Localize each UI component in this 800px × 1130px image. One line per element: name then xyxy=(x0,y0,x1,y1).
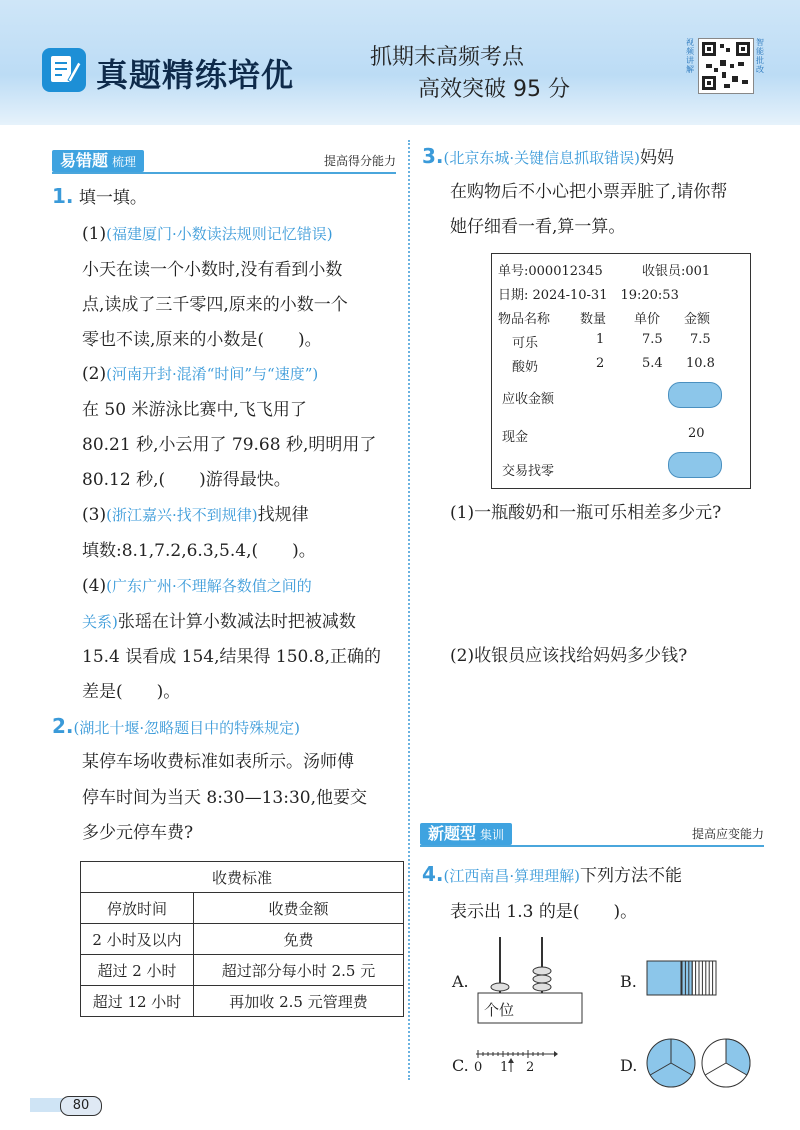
receipt-item-name: 酸奶 xyxy=(512,360,539,375)
table-cell: 再加收 2.5 元管理费 xyxy=(194,986,404,1017)
section-goal: 提高应变能力 xyxy=(691,827,764,841)
section-goal: 提高得分能力 xyxy=(323,154,396,168)
table-row xyxy=(81,924,404,955)
q3-line: 在购物后不小心把小票弄脏了,请你帮 xyxy=(450,182,728,202)
q1-part4-line: 差是( )。 xyxy=(82,682,181,702)
receipt-item-amount: 7.5 xyxy=(690,332,711,347)
receipt-date: 日期: 2024-10-31 19:20:53 xyxy=(498,288,679,303)
receipt-due-label: 应收金额 xyxy=(502,392,555,407)
q1-part2-line: 在 50 米游泳比赛中,飞飞用了 xyxy=(82,400,307,420)
arrow-up-icon xyxy=(506,1058,516,1072)
receipt-cash-value: 20 xyxy=(688,426,705,441)
q1-part3-tag: (3)(浙江嘉兴·找不到规律)找规律 xyxy=(82,505,309,525)
header-slogan-line1: 抓期末高频考点 xyxy=(370,45,525,70)
option-d-label: D. xyxy=(620,1056,638,1075)
q3-line: 她仔细看一看,算一算。 xyxy=(450,217,626,237)
smudge-cloud-icon xyxy=(668,452,722,478)
q1-part4-tag: (4)(广东广州·不理解各数值之间的 xyxy=(82,576,312,596)
receipt-item-price: 7.5 xyxy=(642,332,663,347)
section-title: 易错题 梳理 xyxy=(52,150,144,172)
number-line-tick: 0 xyxy=(474,1060,483,1075)
q1-part3-line: 填数:8.1,7.2,6.3,5.4,( )。 xyxy=(82,541,316,561)
qr-code-icon[interactable] xyxy=(698,38,754,94)
receipt-item-amount: 10.8 xyxy=(686,356,715,371)
receipt-header: 物品名称 xyxy=(498,312,551,327)
table-cell: 超过 12 小时 xyxy=(81,986,194,1017)
fraction-circles-icon xyxy=(646,1036,756,1092)
q1-part1-line: 小天在读一个小数时,没有看到小数 xyxy=(82,260,343,280)
table-cell: 超过部分每小时 2.5 元 xyxy=(194,955,404,986)
receipt-item-price: 5.4 xyxy=(642,356,663,371)
header-title: 真题精练培优 xyxy=(96,56,295,94)
section-title: 新题型 集训 xyxy=(420,823,512,845)
question-2-tag: 2.(湖北十堰·忽略题目中的特殊规定) xyxy=(52,714,300,738)
number-line-tick: 2 xyxy=(526,1060,535,1075)
q1-part2-tag: (2)(河南开封·混淆“时间”与“速度”) xyxy=(82,364,319,384)
decimal-squares-icon xyxy=(646,960,718,998)
table-cell: 免费 xyxy=(194,924,404,955)
fee-table-caption: 收费标准 xyxy=(81,862,404,893)
receipt-item-qty: 2 xyxy=(596,356,605,371)
receipt-order: 单号:000012345 xyxy=(498,264,603,279)
table-row xyxy=(81,955,404,986)
option-a-label: A. xyxy=(452,972,469,991)
receipt-item-qty: 1 xyxy=(596,332,605,347)
section-banner-error-prone xyxy=(52,150,396,174)
q2-line: 某停车场收费标准如表所示。汤师傅 xyxy=(82,752,354,772)
fee-table-header: 停放时间 xyxy=(81,893,194,924)
receipt xyxy=(491,253,751,489)
q1-part1-tag: (1)(福建厦门·小数读法规则记忆错误) xyxy=(82,224,333,244)
page-header xyxy=(0,0,800,125)
qr-code-block[interactable] xyxy=(686,36,764,98)
section-banner-new-type xyxy=(420,823,764,847)
fee-table xyxy=(80,861,404,1017)
q1-part2-line: 80.12 秒,( )游得最快。 xyxy=(82,470,291,490)
header-slogan-line2: 高效突破 95 分 xyxy=(418,77,570,102)
receipt-change-label: 交易找零 xyxy=(502,464,555,479)
pencil-note-icon xyxy=(42,48,86,92)
receipt-cash-label: 现金 xyxy=(502,430,529,445)
receipt-item-name: 可乐 xyxy=(512,336,539,351)
q1-part1-line: 点,读成了三千零四,原来的小数一个 xyxy=(82,295,348,315)
q4-line: 表示出 1.3 的是( )。 xyxy=(450,902,638,922)
number-line-icon xyxy=(474,1046,558,1066)
q3-sub2: (2)收银员应该找给妈妈多少钱? xyxy=(450,646,688,666)
q2-line: 多少元停车费? xyxy=(82,823,194,843)
receipt-header: 数量 xyxy=(580,312,607,327)
receipt-header: 金额 xyxy=(684,312,711,327)
question-1-stem: 1. 填一填。 xyxy=(52,184,147,208)
q2-line: 停车时间为当天 8:30—13:30,他要交 xyxy=(82,788,367,808)
receipt-cashier: 收银员:001 xyxy=(642,264,711,279)
q3-sub1: (1)一瓶酸奶和一瓶可乐相差多少元? xyxy=(450,503,722,523)
fee-table-header: 收费金额 xyxy=(194,893,404,924)
column-divider xyxy=(408,140,410,1080)
page-number: 80 xyxy=(60,1096,102,1116)
table-cell: 2 小时及以内 xyxy=(81,924,194,955)
smudge-cloud-icon xyxy=(668,382,722,408)
question-4-tag: 4.(江西南昌·算理理解)下列方法不能 xyxy=(422,862,682,886)
table-cell: 超过 2 小时 xyxy=(81,955,194,986)
receipt-header: 单价 xyxy=(634,312,661,327)
q1-part4-line: 关系)张瑶在计算小数减法时把被减数 xyxy=(82,612,356,632)
q1-part4-line: 15.4 误看成 154,结果得 150.8,正确的 xyxy=(82,647,381,667)
q1-part1-line: 零也不读,原来的小数是( )。 xyxy=(82,330,322,350)
option-c-label: C. xyxy=(452,1056,469,1075)
table-row xyxy=(81,986,404,1017)
qr-right-label: 智能批改 xyxy=(756,38,764,74)
q1-part2-line: 80.21 秒,小云用了 79.68 秒,明明用了 xyxy=(82,435,377,455)
question-3-tag: 3.(北京东城·关键信息抓取错误)妈妈 xyxy=(422,144,674,168)
abacus-label: 个位 xyxy=(484,1001,515,1019)
option-b-label: B. xyxy=(620,972,637,991)
qr-left-label: 视频讲解 xyxy=(686,38,694,74)
number-line-tick: 1 xyxy=(500,1060,509,1075)
